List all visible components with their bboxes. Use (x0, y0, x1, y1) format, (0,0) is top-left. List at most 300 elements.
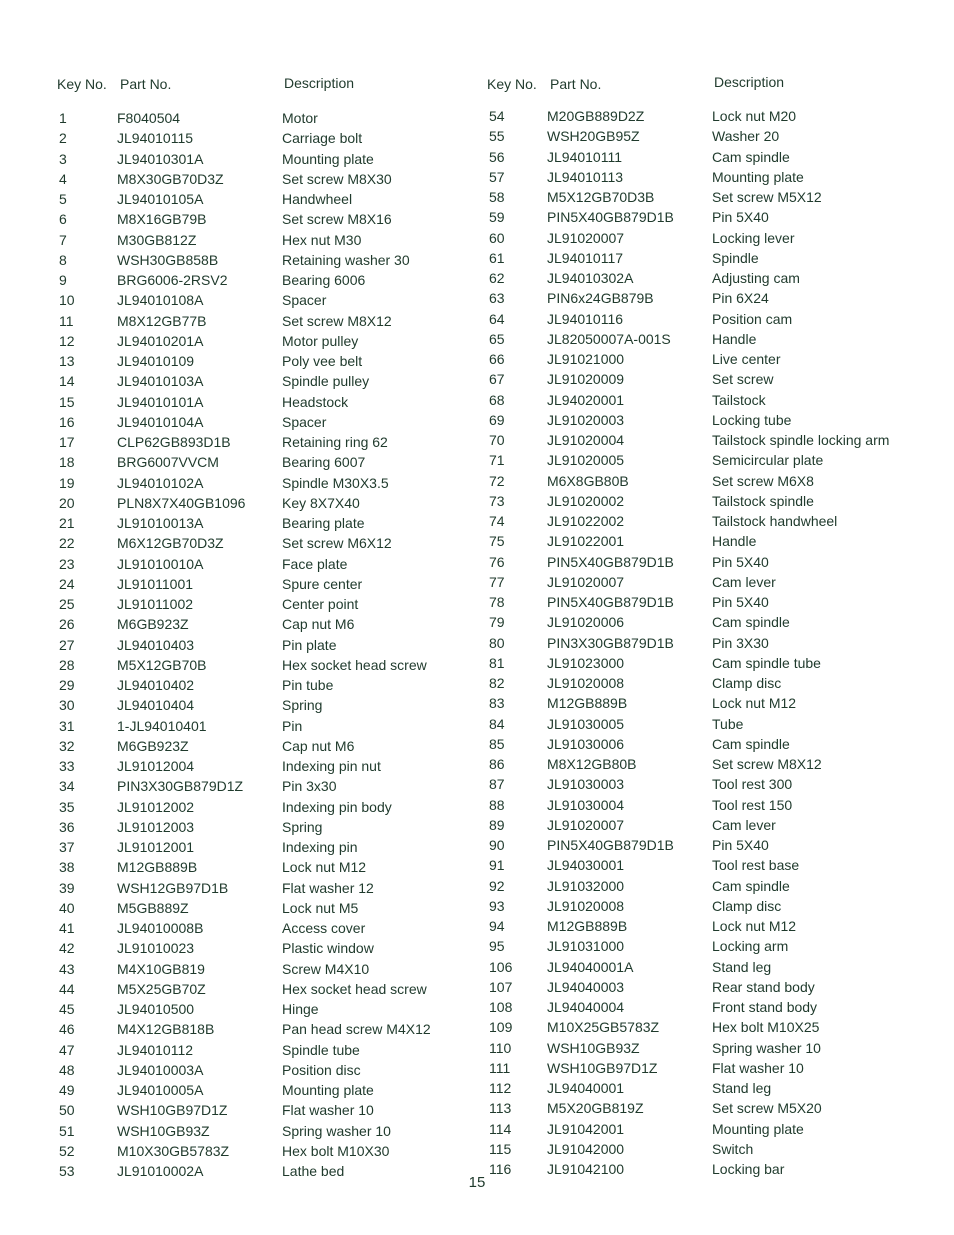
table-row (430, 270, 870, 290)
description-cell: Indexing pin nut (282, 758, 381, 774)
key-no-cell: 52 (59, 1142, 75, 1159)
description-cell: Pin 5X40 (712, 553, 769, 570)
key-no-cell: 73 (489, 492, 505, 509)
description-cell: Mounting plate (282, 150, 374, 167)
key-no-cell: 109 (489, 1019, 513, 1036)
part-no-cell: JL91020005 (547, 452, 625, 469)
part-no-cell: JL94010103A (117, 373, 204, 390)
description-cell: Pin 5X40 (712, 209, 769, 226)
description-cell: Tool rest 300 (712, 776, 793, 793)
key-no-cell: 37 (59, 839, 75, 855)
description-cell: Set screw M8X12 (282, 312, 392, 329)
key-no-cell: 1 (59, 110, 67, 126)
key-no-cell: 56 (489, 148, 505, 165)
key-no-cell: 80 (489, 634, 505, 651)
description-cell: Screw M4X10 (282, 960, 370, 977)
key-no-cell: 11 (59, 312, 74, 329)
description-cell: Locking lever (712, 229, 795, 246)
table-row (430, 979, 870, 999)
table-row (0, 819, 440, 839)
key-no-cell: 40 (59, 899, 75, 916)
description-cell: Lock nut M5 (282, 899, 359, 916)
table-row (430, 351, 870, 371)
part-no-cell: JL94010105A (117, 191, 204, 207)
table-row (430, 533, 870, 553)
header-key-no: Key No. (487, 76, 537, 92)
key-no-cell: 5 (59, 191, 67, 207)
table-row (0, 535, 440, 555)
table-row (430, 189, 870, 209)
part-no-cell: JL82050007A-001S (547, 330, 671, 347)
key-no-cell: 35 (59, 798, 75, 815)
description-cell: Flat washer 10 (282, 1102, 374, 1119)
key-no-cell: 7 (59, 231, 67, 248)
description-cell: Pin 6X24 (712, 290, 769, 307)
key-no-cell: 20 (59, 494, 75, 511)
part-no-cell: M6X12GB70D3Z (117, 535, 224, 552)
part-no-cell: JL94030001 (547, 857, 625, 874)
key-no-cell: 95 (489, 938, 505, 955)
key-no-cell: 32 (59, 737, 75, 754)
key-no-cell: 78 (489, 594, 505, 610)
key-no-cell: 48 (59, 1061, 75, 1078)
table-row (430, 675, 870, 695)
part-no-cell: M10X25GB5783Z (547, 1019, 660, 1036)
description-cell: Cap nut M6 (282, 616, 355, 633)
key-no-cell: 60 (489, 229, 505, 246)
key-no-cell: 88 (489, 796, 505, 813)
description-cell: Stand leg (712, 958, 772, 975)
key-no-cell: 108 (489, 999, 513, 1015)
table-row (0, 1021, 440, 1041)
key-no-cell: 116 (489, 1161, 512, 1177)
key-no-cell: 21 (59, 515, 75, 531)
key-no-cell: 71 (489, 452, 505, 469)
key-no-cell: 51 (59, 1122, 75, 1139)
table-row (0, 495, 440, 515)
key-no-cell: 74 (489, 513, 505, 529)
table-row (430, 412, 870, 432)
key-no-cell: 16 (59, 413, 75, 430)
key-no-cell: 4 (59, 170, 67, 187)
table-row (430, 594, 870, 614)
table-row (430, 776, 870, 796)
description-cell: Cam spindle (712, 877, 790, 894)
part-no-cell: JL91012002 (117, 798, 195, 815)
key-no-cell: 34 (59, 778, 75, 795)
table-row (0, 616, 440, 636)
part-no-cell: JL91010010A (117, 555, 204, 572)
table-row (430, 1121, 870, 1141)
key-no-cell: 39 (59, 879, 75, 896)
table-row (430, 1060, 870, 1080)
key-no-cell: 50 (59, 1102, 75, 1119)
key-no-cell: 76 (489, 553, 505, 570)
description-cell: Clamp disc (712, 675, 782, 691)
key-no-cell: 72 (489, 472, 505, 489)
key-no-cell: 46 (59, 1021, 75, 1038)
part-no-cell: JL94010101A (117, 393, 204, 410)
description-cell: Bearing 6007 (282, 454, 366, 471)
part-no-cell: WSH10GB93Z (547, 1039, 640, 1056)
part-no-cell: JL94010404 (117, 697, 195, 714)
table-row (430, 149, 870, 169)
part-no-cell: JL94040001A (547, 958, 634, 975)
table-row (0, 414, 440, 434)
part-no-cell: JL94040003 (547, 978, 625, 995)
table-row (0, 515, 440, 535)
table-row (430, 756, 870, 776)
key-no-cell: 17 (59, 434, 75, 450)
part-no-cell: JL94010201A (117, 332, 204, 349)
description-cell: Spacer (282, 292, 327, 309)
part-no-cell: WSH10GB93Z (117, 1122, 210, 1139)
key-no-cell: 58 (489, 189, 505, 205)
key-no-cell: 14 (59, 373, 75, 390)
part-no-cell: JL94010302A (547, 270, 634, 286)
table-row (0, 475, 440, 495)
table-row (430, 392, 870, 412)
key-no-cell: 18 (59, 454, 75, 471)
part-no-cell: JL91022001 (547, 533, 625, 550)
part-no-cell: JL94010109 (117, 353, 195, 369)
description-cell: Carriage bolt (282, 130, 363, 147)
parts-rows-left (0, 110, 440, 1183)
part-no-cell: JL91021000 (547, 351, 625, 367)
key-no-cell: 111 (489, 1059, 511, 1076)
description-cell: Set screw M8X16 (282, 211, 392, 228)
table-row (0, 232, 440, 252)
part-no-cell: JL91011001 (117, 575, 194, 592)
description-cell: Flat washer 10 (712, 1059, 804, 1076)
table-row (430, 938, 870, 958)
table-row (0, 1001, 440, 1021)
table-row (430, 128, 870, 148)
description-cell: Poly vee belt (282, 353, 363, 369)
table-row (0, 637, 440, 657)
description-cell: Indexing pin body (282, 798, 392, 815)
part-no-cell: JL91020002 (547, 492, 625, 509)
description-cell: Retaining washer 30 (282, 251, 410, 268)
table-row (430, 878, 870, 898)
part-no-cell: JL91020007 (547, 573, 625, 590)
part-no-cell: M5X20GB819Z (547, 1100, 644, 1117)
part-no-cell: M5X25GB70Z (117, 980, 206, 997)
table-row (430, 1019, 870, 1039)
part-no-cell: JL91030003 (547, 776, 625, 793)
key-no-cell: 42 (59, 940, 75, 957)
description-cell: Handle (712, 330, 757, 347)
description-cell: Pin (282, 717, 303, 734)
key-no-cell: 28 (59, 656, 75, 673)
table-row (0, 961, 440, 981)
table-row (0, 171, 440, 191)
key-no-cell: 15 (59, 393, 75, 410)
description-cell: Locking tube (712, 411, 792, 428)
table-row (0, 252, 440, 272)
table-row (0, 1042, 440, 1062)
description-cell: Tool rest base (712, 857, 800, 874)
key-no-cell: 66 (489, 351, 505, 367)
part-no-cell: PIN5X40GB879D1B (547, 594, 674, 610)
table-row (0, 900, 440, 920)
table-row (430, 230, 870, 250)
key-no-cell: 25 (59, 596, 75, 612)
description-cell: Set screw M6X8 (712, 472, 814, 489)
table-row (0, 454, 440, 474)
key-no-cell: 8 (59, 251, 67, 268)
part-no-cell: M5X12GB70D3B (547, 189, 655, 205)
part-no-cell: M12GB889B (117, 859, 198, 876)
table-row (430, 473, 870, 493)
key-no-cell: 81 (489, 654, 505, 671)
key-no-cell: 83 (489, 695, 505, 712)
key-no-cell: 91 (489, 857, 505, 874)
description-cell: Washer 20 (712, 128, 780, 145)
description-cell: Cam lever (712, 816, 776, 833)
key-no-cell: 41 (59, 920, 75, 936)
description-cell: Hex nut M30 (282, 231, 362, 248)
description-cell: Hex socket head screw (282, 656, 427, 673)
table-row (430, 331, 870, 351)
table-row (0, 778, 440, 798)
key-no-cell: 67 (489, 371, 505, 388)
part-no-cell: JL94010116 (547, 310, 624, 327)
description-cell: Switch (712, 1140, 754, 1157)
part-no-cell: JL91020007 (547, 229, 625, 246)
description-cell: Hex bolt M10X30 (282, 1142, 390, 1159)
part-no-cell: JL91032000 (547, 877, 625, 894)
description-cell: Tailstock spindle (712, 492, 814, 509)
part-no-cell: JL91011002 (117, 596, 194, 612)
key-no-cell: 6 (59, 211, 67, 228)
key-no-cell: 24 (59, 575, 75, 592)
key-no-cell: 22 (59, 535, 75, 552)
description-cell: Front stand body (712, 999, 818, 1015)
table-row (430, 716, 870, 736)
key-no-cell: 84 (489, 715, 505, 732)
table-row (0, 1102, 440, 1122)
part-no-cell: M8X30GB70D3Z (117, 170, 224, 187)
key-no-cell: 112 (489, 1080, 512, 1096)
table-row (430, 250, 870, 270)
description-cell: Set screw M5X12 (712, 189, 822, 205)
table-row (430, 1100, 870, 1120)
table-row (0, 211, 440, 231)
key-no-cell: 47 (59, 1041, 75, 1058)
table-row (0, 859, 440, 879)
part-no-cell: M5GB889Z (117, 899, 189, 916)
key-no-cell: 45 (59, 1001, 75, 1017)
key-no-cell: 38 (59, 859, 75, 876)
description-cell: Rear stand body (712, 978, 815, 995)
description-cell: Spring washer 10 (282, 1122, 391, 1139)
part-no-cell: JL91012004 (117, 758, 195, 774)
table-row (0, 920, 440, 940)
key-no-cell: 30 (59, 697, 75, 714)
description-cell: Set screw M5X20 (712, 1100, 822, 1117)
key-no-cell: 63 (489, 290, 505, 307)
part-no-cell: M30GB812Z (117, 231, 197, 248)
part-no-cell: JL94040001 (547, 1080, 625, 1096)
part-no-cell: PIN5X40GB879D1B (547, 553, 674, 570)
table-row (430, 837, 870, 857)
table-row (0, 799, 440, 819)
table-row (430, 959, 870, 979)
part-no-cell: M6X8GB80B (547, 472, 629, 489)
header-part-no: Part No. (120, 76, 172, 92)
description-cell: Spring (282, 697, 323, 714)
key-no-cell: 57 (489, 168, 505, 185)
description-cell: Spure center (282, 575, 363, 592)
table-row (0, 738, 440, 758)
key-no-cell: 61 (489, 249, 505, 266)
key-no-cell: 55 (489, 128, 505, 145)
part-no-cell: JL91020009 (547, 371, 625, 388)
table-row (0, 434, 440, 454)
key-no-cell: 2 (59, 130, 67, 147)
part-no-cell: M5X12GB70B (117, 656, 207, 673)
key-no-cell: 64 (489, 310, 505, 327)
description-cell: Cam spindle tube (712, 654, 821, 671)
part-no-cell: JL94010104A (117, 413, 204, 430)
key-no-cell: 49 (59, 1082, 75, 1098)
part-no-cell: M10X30GB5783Z (117, 1142, 230, 1159)
table-row (0, 151, 440, 171)
table-row (0, 272, 440, 292)
description-cell: Spindle M30X3.5 (282, 474, 389, 491)
key-no-cell: 68 (489, 391, 505, 408)
description-cell: Hinge (282, 1001, 319, 1017)
part-no-cell: PIN3X30GB879D1B (547, 634, 674, 651)
part-no-cell: M8X12GB80B (547, 756, 637, 772)
table-row (430, 432, 890, 452)
table-row (0, 940, 440, 960)
part-no-cell: PIN6x24GB879B (547, 290, 654, 307)
description-cell: Flat washer 12 (282, 879, 374, 896)
part-no-cell: JL94020001 (547, 391, 625, 408)
description-cell: Hex socket head screw (282, 980, 427, 997)
table-row (430, 1080, 870, 1100)
table-row (0, 333, 440, 353)
part-no-cell: JL91012001 (117, 839, 195, 855)
description-cell: Locking arm (712, 938, 789, 955)
key-no-cell: 29 (59, 677, 75, 693)
table-row (430, 311, 870, 331)
table-row (0, 758, 440, 778)
description-cell: Motor (282, 110, 318, 126)
description-cell: Pin 5X40 (712, 594, 769, 610)
key-no-cell: 44 (59, 980, 75, 997)
table-row (430, 513, 870, 533)
table-row (0, 697, 440, 717)
part-no-cell: JL94010003A (117, 1061, 204, 1078)
table-row (0, 110, 440, 130)
key-no-cell: 53 (59, 1163, 75, 1179)
description-cell: Spring washer 10 (712, 1039, 821, 1056)
part-no-cell: JL94010112 (117, 1041, 194, 1058)
part-no-cell: JL91042100 (547, 1161, 625, 1177)
key-no-cell: 82 (489, 675, 505, 691)
description-cell: Set screw M8X12 (712, 756, 822, 772)
part-no-cell: JL94010108A (117, 292, 204, 309)
key-no-cell: 62 (489, 270, 505, 286)
part-no-cell: JL91010023 (117, 940, 195, 957)
key-no-cell: 75 (489, 533, 505, 550)
table-row (430, 635, 870, 655)
key-no-cell: 93 (489, 897, 505, 914)
part-no-cell: M12GB889B (547, 918, 628, 934)
part-no-cell: CLP62GB893D1B (117, 434, 231, 450)
part-no-cell: JL94010102A (117, 474, 204, 491)
table-row (0, 839, 440, 859)
table-row (0, 353, 440, 373)
description-cell: Bearing 6006 (282, 272, 366, 288)
description-cell: Tailstock spindle locking arm (712, 432, 890, 448)
description-cell: Lock nut M20 (712, 108, 797, 124)
part-no-cell: JL94010500 (117, 1001, 195, 1017)
key-no-cell: 3 (59, 150, 67, 167)
table-row (0, 880, 440, 900)
table-row (430, 169, 870, 189)
table-row (430, 1040, 870, 1060)
table-row (430, 108, 870, 128)
part-no-cell: M8X16GB79B (117, 211, 207, 228)
description-cell: Cam spindle (712, 148, 790, 165)
header-key-no: Key No. (57, 76, 107, 92)
description-cell: Handwheel (282, 191, 353, 207)
part-no-cell: WSH30GB858B (117, 251, 219, 268)
part-no-cell: JL91010002A (117, 1163, 204, 1179)
description-cell: Key 8X7X40 (282, 494, 360, 511)
description-cell: Plastic window (282, 940, 374, 957)
table-row (430, 371, 870, 391)
header-description: Description (284, 75, 355, 91)
part-no-cell: BRG6007VVCM (117, 454, 219, 471)
description-cell: Lock nut M12 (712, 918, 797, 934)
table-row (430, 898, 870, 918)
key-no-cell: 13 (59, 353, 75, 369)
key-no-cell: 92 (489, 877, 505, 894)
description-cell: Adjusting cam (712, 270, 800, 286)
table-row (430, 574, 870, 594)
key-no-cell: 9 (59, 272, 67, 288)
description-cell: Locking bar (712, 1161, 785, 1177)
part-no-cell: JL91042000 (547, 1140, 625, 1157)
description-cell: Retaining ring 62 (282, 434, 388, 450)
part-no-cell: 1-JL94010401 (117, 717, 207, 734)
table-row (430, 817, 870, 837)
table-row (0, 1123, 440, 1143)
description-cell: Cam spindle (712, 735, 790, 752)
part-no-cell: M20GB889D2Z (547, 108, 645, 124)
description-cell: Semicircular plate (712, 452, 824, 469)
table-row (430, 857, 870, 877)
key-no-cell: 70 (489, 432, 505, 448)
table-row (430, 736, 870, 756)
description-cell: Tailstock (712, 391, 766, 408)
part-no-cell: JL91031000 (547, 938, 625, 955)
part-no-cell: M4X10GB819 (117, 960, 205, 977)
table-row (430, 655, 870, 675)
table-row (430, 290, 870, 310)
description-cell: Spindle pulley (282, 373, 370, 390)
key-no-cell: 26 (59, 616, 75, 633)
description-cell: Lathe bed (282, 1163, 345, 1179)
part-no-cell: JL91022002 (547, 513, 625, 529)
description-cell: Spacer (282, 413, 327, 430)
table-row (430, 797, 870, 817)
